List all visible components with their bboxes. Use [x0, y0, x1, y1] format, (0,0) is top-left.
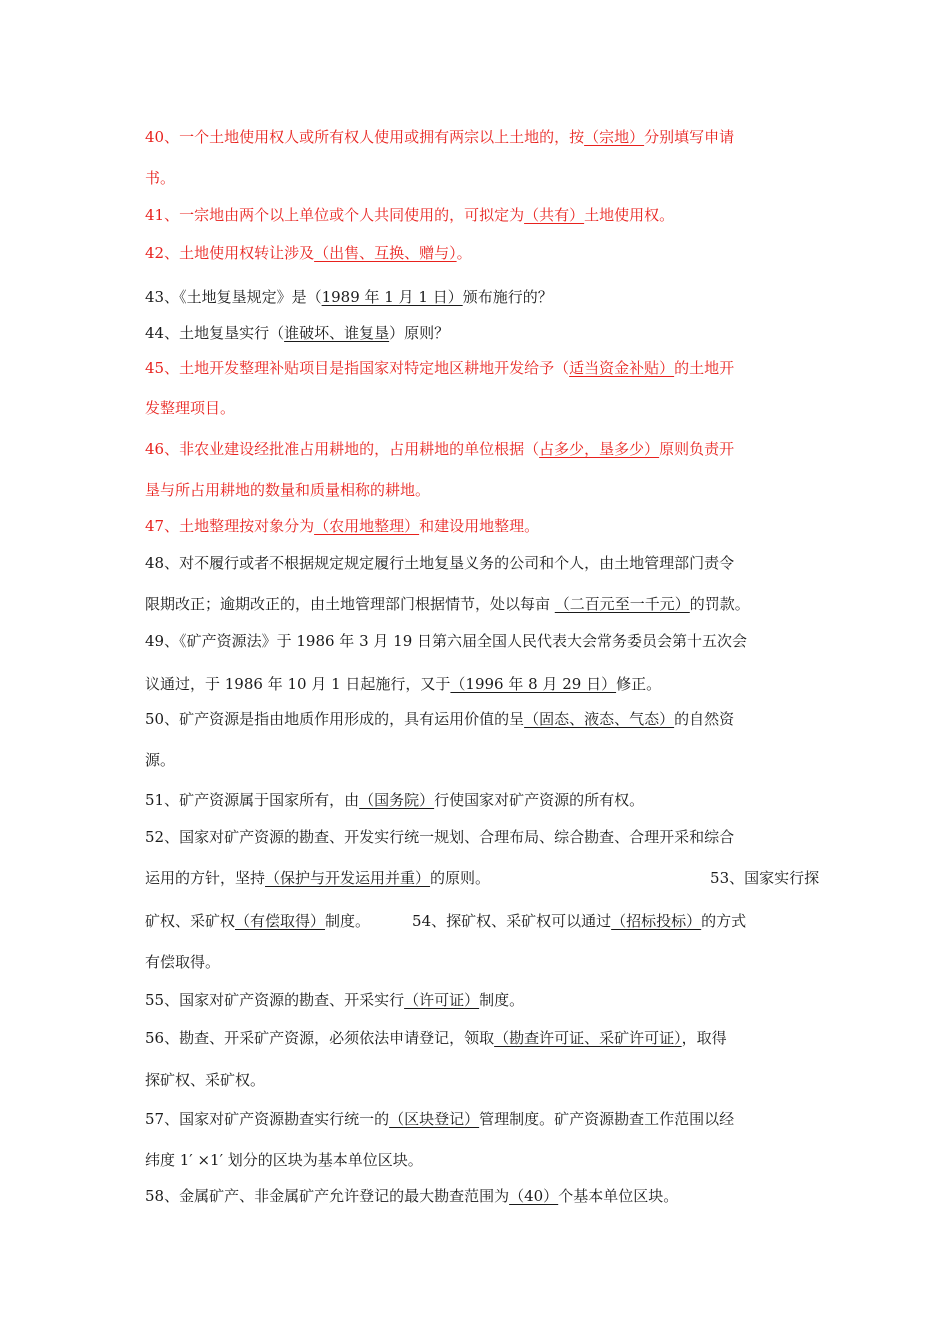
answer-blank: （固态、液态、气态） — [524, 710, 675, 728]
question-q40-line-2 — [145, 168, 175, 188]
question-text: 43、《土地复垦规定》是（ — [145, 288, 322, 306]
question-text: 发整理项目。 — [145, 399, 236, 417]
answer-blank: 适当资金补贴） — [569, 359, 675, 377]
question-q49-line-2 — [145, 674, 661, 694]
question-q56-line-2 — [145, 1070, 265, 1090]
question-q47-line-1 — [145, 516, 539, 536]
question-text: 垦与所占用耕地的数量和质量相称的耕地。 — [145, 481, 431, 499]
question-text: 有偿取得。 — [145, 953, 221, 971]
answer-blank: （二百元至一千元） — [554, 595, 690, 613]
question-q55-line-1 — [145, 990, 524, 1010]
answer-blank: （共有） — [524, 206, 585, 224]
question-text: 44、土地复垦实行（ — [145, 324, 285, 342]
question-text: 土地使用权。 — [584, 206, 675, 224]
answer-blank: （招标投标） — [611, 912, 702, 930]
question-q57-line-1 — [145, 1109, 734, 1129]
answer-blank: （出售、互换、赠与） — [314, 244, 457, 262]
question-q45-line-2 — [145, 398, 235, 418]
question-text: 53、国家实行探 — [710, 869, 820, 887]
question-q52-line-1 — [145, 827, 734, 847]
question-text: 的罚款。 — [689, 595, 750, 613]
question-text: 的土地开 — [674, 359, 735, 377]
answer-blank: （勘查许可证、采矿许可证） — [494, 1029, 682, 1047]
question-text: 原则负责开 — [659, 440, 735, 458]
question-q42-line-1 — [145, 243, 472, 263]
question-q46-line-2 — [145, 480, 430, 500]
question-text: 制度。 — [325, 912, 371, 930]
question-q58-line-1 — [145, 1186, 678, 1206]
question-text: 49、《矿产资源法》于 1986 年 3 月 19 日第六届全国人民代表大会常务委员会第十五次会 — [145, 632, 748, 650]
question-text: 47、土地整理按对象分为 — [145, 517, 315, 535]
question-q46-line-1 — [145, 439, 734, 459]
question-text: 51、矿产资源属于国家所有，由 — [145, 791, 360, 809]
question-q45-line-1 — [145, 358, 734, 378]
answer-blank: 占多少，垦多少） — [539, 440, 660, 458]
answer-blank: （区块登记） — [389, 1110, 480, 1128]
question-text: 56、勘查、开采矿产资源，必须依法申请登记，领取 — [145, 1029, 495, 1047]
question-text: 源。 — [145, 751, 176, 769]
question-q57-line-2 — [145, 1150, 423, 1170]
answer-blank: （保护与开发运用并重） — [265, 869, 431, 887]
question-text: 45、土地开发整理补贴项目是指国家对特定地区耕地开发给予（ — [145, 359, 570, 377]
question-text: 运用的方针，坚持 — [145, 869, 266, 887]
question-text: 41、一宗地由两个以上单位或个人共同使用的，可拟定为 — [145, 206, 525, 224]
question-text: 修正。 — [616, 675, 662, 693]
question-text: 。 — [456, 244, 472, 262]
question-text: 探矿权、采矿权。 — [145, 1071, 266, 1089]
question-text: 的自然资 — [674, 710, 735, 728]
question-q52-line-2 — [145, 868, 819, 888]
question-q56-line-1 — [145, 1028, 727, 1048]
question-text: 纬度 1′ ×1′ 划分的区块为基本单位区块。 — [145, 1151, 423, 1169]
question-text: 的方式 — [701, 912, 747, 930]
question-text: 管理制度。矿产资源勘查工作范围以经 — [479, 1110, 735, 1128]
question-q51-line-1 — [145, 790, 644, 810]
answer-blank: （国务院） — [359, 791, 435, 809]
answer-blank: （有偿取得） — [235, 912, 326, 930]
question-text: 52、国家对矿产资源的勘查、开发实行统一规划、合理布局、综合勘查、合理开采和综合 — [145, 828, 735, 846]
question-text: 的原则。 — [430, 869, 491, 887]
answer-blank: 1989 年 1 月 1 日） — [321, 288, 463, 306]
question-text: 46、非农业建设经批准占用耕地的，占用耕地的单位根据（ — [145, 440, 540, 458]
answer-blank: （40） — [509, 1187, 559, 1205]
answer-blank: （许可证） — [404, 991, 480, 1009]
answer-blank: （宗地） — [584, 128, 645, 146]
question-text: 限期改正；逾期改正的，由土地管理部门根据情节，处以每亩 — [145, 595, 555, 613]
question-text: 颁布施行的？ — [462, 288, 553, 306]
question-text: 54、探矿权、采矿权可以通过 — [412, 912, 612, 930]
question-q41-line-1 — [145, 205, 674, 225]
question-q50-line-1 — [145, 709, 734, 729]
question-text: ）原则？ — [389, 324, 450, 342]
question-text: 议通过，于 1986 年 10 月 1 日起施行，又于 — [145, 675, 451, 693]
question-text: 50、矿产资源是指由地质作用形成的，具有运用价值的呈 — [145, 710, 525, 728]
question-text: 55、国家对矿产资源的勘查、开采实行 — [145, 991, 405, 1009]
question-text: 58、金属矿产、非金属矿产允许登记的最大勘查范围为 — [145, 1187, 510, 1205]
question-text: 行使国家对矿产资源的所有权。 — [434, 791, 645, 809]
question-text: 个基本单位区块。 — [558, 1187, 679, 1205]
question-text: 57、国家对矿产资源勘查实行统一的 — [145, 1110, 390, 1128]
question-text: 48、对不履行或者不根据规定规定履行土地复垦义务的公司和个人，由土地管理部门责令 — [145, 554, 735, 572]
question-q48-line-2 — [145, 594, 750, 614]
question-text: 分别填写申请 — [644, 128, 735, 146]
question-text: 书。 — [145, 169, 176, 187]
question-q50-line-2 — [145, 750, 175, 770]
question-text: 42、土地使用权转让涉及 — [145, 244, 315, 262]
answer-blank: 谁破坏、谁复垦 — [284, 324, 390, 342]
question-text: 和建设用地整理。 — [419, 517, 540, 535]
question-q52-line-3 — [145, 911, 746, 931]
question-q49-line-1 — [145, 631, 747, 651]
question-text: ，取得 — [681, 1029, 727, 1047]
question-q43-line-1 — [145, 287, 553, 307]
answer-blank: （农用地整理） — [314, 517, 420, 535]
question-text: 矿权、采矿权 — [145, 912, 236, 930]
question-text: 40、一个土地使用权人或所有权人使用或拥有两宗以上土地的，按 — [145, 128, 585, 146]
question-q48-line-1 — [145, 553, 734, 573]
question-text: 制度。 — [479, 991, 525, 1009]
question-q40-line-1 — [145, 127, 734, 147]
question-q44-line-1 — [145, 323, 449, 343]
question-q52-line-4 — [145, 952, 220, 972]
answer-blank: （1996 年 8 月 29 日） — [450, 675, 617, 693]
